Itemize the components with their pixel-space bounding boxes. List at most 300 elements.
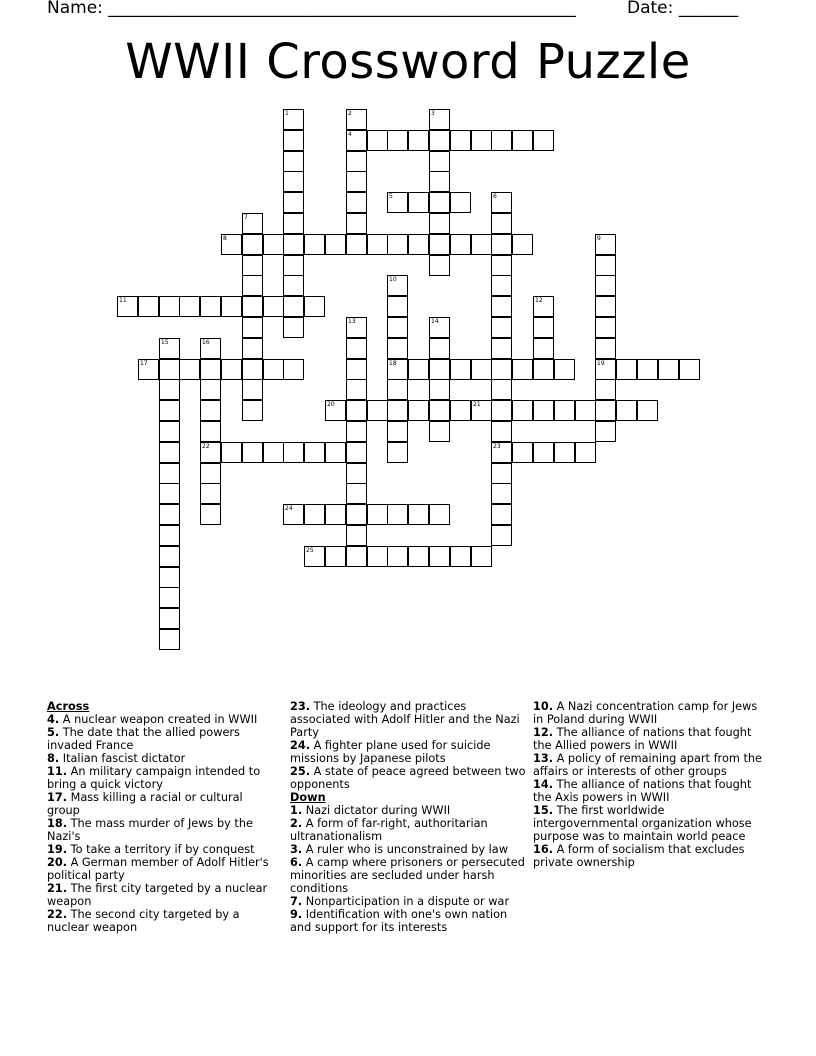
clue-number: 4.: [47, 713, 60, 726]
grid-cell[interactable]: [304, 442, 325, 463]
cell-number: 1: [285, 110, 289, 117]
grid-cell[interactable]: [512, 359, 533, 380]
grid-cell[interactable]: [346, 234, 367, 255]
grid-cell[interactable]: [387, 546, 408, 567]
grid-cell[interactable]: [429, 546, 450, 567]
grid-cell[interactable]: [533, 130, 554, 151]
grid-cell[interactable]: [159, 483, 180, 504]
grid-cell[interactable]: [387, 317, 408, 338]
grid-cell[interactable]: [491, 525, 512, 546]
grid-cell[interactable]: [387, 130, 408, 151]
name-line: Name: _______________________________________________________: [47, 0, 576, 18]
grid-cell[interactable]: [491, 421, 512, 442]
grid-cell[interactable]: [346, 421, 367, 442]
grid-cell[interactable]: [346, 546, 367, 567]
grid-cell[interactable]: [263, 442, 284, 463]
cell-number: 25: [306, 547, 314, 554]
grid-cell[interactable]: [408, 546, 429, 567]
grid-cell[interactable]: [491, 192, 512, 213]
cell-number: 8: [223, 235, 227, 242]
clue-number: 7.: [290, 895, 303, 908]
grid-cell[interactable]: [533, 338, 554, 359]
grid-cell[interactable]: [595, 338, 616, 359]
grid-cell[interactable]: [533, 442, 554, 463]
grid-cell[interactable]: [221, 442, 242, 463]
clue-item: [290, 765, 530, 791]
across-heading: Across: [47, 700, 90, 713]
cell-number: 4: [348, 131, 352, 138]
grid-cell[interactable]: [471, 234, 492, 255]
clue-number: 22.: [47, 908, 68, 921]
grid-cell[interactable]: [221, 359, 242, 380]
grid-cell[interactable]: [595, 379, 616, 400]
grid-cell[interactable]: [512, 234, 533, 255]
grid-cell[interactable]: [491, 275, 512, 296]
clue-text: The ideology and practices associated with Adolf Hitler and the Nazi Party: [290, 700, 520, 739]
cell-number: 7: [244, 214, 248, 221]
grid-cell[interactable]: [283, 234, 304, 255]
grid-cell[interactable]: [200, 359, 221, 380]
clue-number: 15.: [533, 804, 554, 817]
grid-cell[interactable]: [491, 234, 512, 255]
grid-cell[interactable]: [491, 504, 512, 525]
grid-cell[interactable]: [242, 213, 263, 234]
grid-cell[interactable]: [159, 629, 180, 650]
clue-text: Italian fascist dictator: [59, 752, 186, 765]
grid-cell[interactable]: [346, 130, 367, 151]
grid-cell[interactable]: [346, 213, 367, 234]
clue-item: [47, 752, 279, 765]
clue-number: 2.: [290, 817, 303, 830]
clue-number: 16.: [533, 843, 554, 856]
cell-number: 13: [348, 318, 356, 325]
clue-text: Mass killing a racial or cultural group: [47, 791, 243, 817]
grid-cell[interactable]: [242, 275, 263, 296]
grid-cell[interactable]: [387, 338, 408, 359]
grid-cell[interactable]: [159, 546, 180, 567]
grid-cell[interactable]: [387, 400, 408, 421]
clue-item: [290, 843, 530, 856]
clue-number: 9.: [290, 908, 303, 921]
grid-cell[interactable]: [491, 317, 512, 338]
grid-cell[interactable]: [346, 359, 367, 380]
page-title: WWII Crossword Puzzle: [125, 34, 691, 90]
grid-cell[interactable]: [450, 400, 471, 421]
grid-cell[interactable]: [429, 317, 450, 338]
clue-text: A form of socialism that excludes private ownership: [533, 843, 745, 869]
clue-number: 20.: [47, 856, 68, 869]
grid-cell[interactable]: [242, 234, 263, 255]
clue-number: 1.: [290, 804, 303, 817]
grid-cell[interactable]: [637, 359, 658, 380]
clue-text: A state of peace agreed between two opponents: [290, 765, 526, 791]
clue-item: [290, 817, 530, 843]
clue-text: A form of far-right, authoritarian ultranationalism: [290, 817, 488, 843]
cell-number: 24: [285, 505, 293, 512]
clue-text: A nuclear weapon created in WWII: [59, 713, 258, 726]
grid-cell[interactable]: [325, 442, 346, 463]
grid-cell[interactable]: [367, 400, 388, 421]
clues-column-1: [47, 700, 279, 934]
clue-number: 21.: [47, 882, 68, 895]
grid-cell[interactable]: [637, 400, 658, 421]
grid-cell[interactable]: [346, 483, 367, 504]
grid-cell[interactable]: [242, 442, 263, 463]
clue-number: 12.: [533, 726, 554, 739]
grid-cell[interactable]: [491, 296, 512, 317]
grid-cell[interactable]: [429, 421, 450, 442]
date-line: Date: _______: [627, 0, 739, 18]
grid-cell[interactable]: [595, 400, 616, 421]
grid-cell[interactable]: [221, 234, 242, 255]
clue-number: 25.: [290, 765, 311, 778]
grid-cell[interactable]: [658, 359, 679, 380]
clue-number: 6.: [290, 856, 303, 869]
grid-cell[interactable]: [471, 400, 492, 421]
grid-cell[interactable]: [408, 192, 429, 213]
grid-cell[interactable]: [179, 359, 200, 380]
grid-cell[interactable]: [450, 546, 471, 567]
grid-cell[interactable]: [283, 275, 304, 296]
grid-cell[interactable]: [616, 400, 637, 421]
cell-number: 16: [202, 339, 210, 346]
grid-cell[interactable]: [346, 338, 367, 359]
grid-cell[interactable]: [616, 359, 637, 380]
grid-cell[interactable]: [575, 442, 596, 463]
grid-cell[interactable]: [595, 255, 616, 276]
grid-cell[interactable]: [159, 525, 180, 546]
clue-number: 19.: [47, 843, 68, 856]
clue-number: 18.: [47, 817, 68, 830]
grid-cell[interactable]: [283, 317, 304, 338]
grid-cell[interactable]: [471, 359, 492, 380]
grid-cell[interactable]: [283, 296, 304, 317]
cell-number: 3: [431, 110, 435, 117]
grid-cell[interactable]: [263, 296, 284, 317]
grid-cell[interactable]: [325, 400, 346, 421]
grid-cell[interactable]: [159, 359, 180, 380]
grid-cell[interactable]: [159, 296, 180, 317]
grid-cell[interactable]: [283, 171, 304, 192]
grid-cell[interactable]: [491, 130, 512, 151]
grid-cell[interactable]: [491, 483, 512, 504]
clue-text: The first worldwide intergovernmental organization whose purpose was to maintain world peace: [533, 804, 752, 843]
grid-cell[interactable]: [408, 130, 429, 151]
clue-item: [47, 765, 279, 791]
grid-cell[interactable]: [367, 234, 388, 255]
grid-cell[interactable]: [200, 463, 221, 484]
grid-cell[interactable]: [533, 296, 554, 317]
grid-cell[interactable]: [554, 442, 575, 463]
cell-number: 5: [389, 193, 393, 200]
cell-number: 22: [202, 443, 210, 450]
grid-cell[interactable]: [304, 504, 325, 525]
grid-cell[interactable]: [367, 546, 388, 567]
grid-cell[interactable]: [512, 130, 533, 151]
clue-text: A camp where prisoners or persecuted minorities are secluded under harsh conditions: [290, 856, 525, 895]
cell-number: 18: [389, 360, 397, 367]
cell-number: 20: [327, 401, 335, 408]
grid-cell[interactable]: [595, 421, 616, 442]
grid-cell[interactable]: [408, 234, 429, 255]
grid-cell[interactable]: [429, 255, 450, 276]
clue-item: [47, 713, 279, 726]
down-heading: Down: [290, 791, 326, 804]
clue-number: 17.: [47, 791, 68, 804]
grid-cell[interactable]: [283, 192, 304, 213]
grid-cell[interactable]: [387, 359, 408, 380]
grid-cell[interactable]: [471, 546, 492, 567]
cell-number: 11: [119, 297, 127, 304]
grid-cell[interactable]: [346, 442, 367, 463]
clue-text: The date that the allied powers invaded France: [47, 726, 240, 752]
clue-item: [47, 856, 279, 882]
grid-cell[interactable]: [429, 213, 450, 234]
clue-text: A policy of remaining apart from the affairs or interests of other groups: [533, 752, 762, 778]
grid-cell[interactable]: [512, 442, 533, 463]
clue-text: Nonparticipation in a dispute or war: [302, 895, 510, 908]
grid-cell[interactable]: [429, 130, 450, 151]
clue-text: To take a territory if by conquest: [67, 843, 255, 856]
cell-number: 6: [493, 193, 497, 200]
grid-cell[interactable]: [491, 213, 512, 234]
grid-cell[interactable]: [283, 151, 304, 172]
grid-cell[interactable]: [159, 504, 180, 525]
grid-cell[interactable]: [595, 234, 616, 255]
grid-cell[interactable]: [679, 359, 700, 380]
grid-cell[interactable]: [221, 296, 242, 317]
grid-cell[interactable]: [200, 338, 221, 359]
grid-cell[interactable]: [491, 400, 512, 421]
grid-cell[interactable]: [346, 504, 367, 525]
clue-number: 10.: [533, 700, 554, 713]
grid-cell[interactable]: [159, 400, 180, 421]
cell-number: 23: [493, 443, 501, 450]
grid-cell[interactable]: [200, 504, 221, 525]
grid-cell[interactable]: [242, 296, 263, 317]
grid-cell[interactable]: [595, 296, 616, 317]
clue-item: [47, 817, 279, 843]
grid-cell[interactable]: [387, 296, 408, 317]
grid-cell[interactable]: [387, 234, 408, 255]
grid-cell[interactable]: [491, 379, 512, 400]
cell-number: 14: [431, 318, 439, 325]
grid-cell[interactable]: [283, 130, 304, 151]
cell-number: 15: [161, 339, 169, 346]
grid-cell[interactable]: [491, 255, 512, 276]
cell-number: 17: [140, 360, 148, 367]
grid-cell[interactable]: [387, 192, 408, 213]
grid-cell[interactable]: [471, 130, 492, 151]
clue-number: 23.: [290, 700, 311, 713]
grid-cell[interactable]: [429, 379, 450, 400]
grid-cell[interactable]: [263, 234, 284, 255]
grid-cell[interactable]: [387, 504, 408, 525]
grid-cell[interactable]: [159, 338, 180, 359]
clue-text: Identification with one's own nation and support for its interests: [290, 908, 508, 934]
grid-cell[interactable]: [346, 379, 367, 400]
clue-item: [290, 700, 530, 739]
clue-text: A ruler who is unconstrained by law: [302, 843, 508, 856]
grid-cell[interactable]: [554, 359, 575, 380]
clue-item: [47, 908, 279, 934]
grid-cell[interactable]: [346, 151, 367, 172]
grid-cell[interactable]: [429, 504, 450, 525]
grid-cell[interactable]: [200, 296, 221, 317]
clues-column-3: [533, 700, 765, 869]
grid-cell[interactable]: [575, 400, 596, 421]
grid-cell[interactable]: [283, 504, 304, 525]
grid-cell[interactable]: [138, 296, 159, 317]
clue-item: [290, 856, 530, 895]
grid-cell[interactable]: [429, 109, 450, 130]
clue-text: Nazi dictator during WWII: [302, 804, 451, 817]
grid-cell[interactable]: [200, 442, 221, 463]
grid-cell[interactable]: [491, 442, 512, 463]
grid-cell[interactable]: [429, 151, 450, 172]
grid-cell[interactable]: [387, 421, 408, 442]
clue-item: [47, 726, 279, 752]
grid-cell[interactable]: [491, 338, 512, 359]
grid-cell[interactable]: [367, 130, 388, 151]
grid-cell[interactable]: [346, 171, 367, 192]
grid-cell[interactable]: [242, 338, 263, 359]
grid-cell[interactable]: [159, 587, 180, 608]
grid-cell[interactable]: [159, 608, 180, 629]
grid-cell[interactable]: [283, 213, 304, 234]
grid-cell[interactable]: [200, 379, 221, 400]
grid-cell[interactable]: [117, 296, 138, 317]
grid-cell[interactable]: [408, 400, 429, 421]
grid-cell[interactable]: [429, 192, 450, 213]
grid-cell[interactable]: [283, 255, 304, 276]
clue-number: 13.: [533, 752, 554, 765]
grid-cell[interactable]: [387, 275, 408, 296]
grid-cell[interactable]: [450, 192, 471, 213]
clue-text: The alliance of nations that fought the Axis powers in WWII: [533, 778, 752, 804]
grid-cell[interactable]: [346, 463, 367, 484]
grid-cell[interactable]: [242, 255, 263, 276]
grid-cell[interactable]: [491, 359, 512, 380]
grid-cell[interactable]: [346, 525, 367, 546]
clue-item: [290, 739, 530, 765]
grid-cell[interactable]: [138, 359, 159, 380]
grid-cell[interactable]: [429, 359, 450, 380]
grid-cell[interactable]: [179, 296, 200, 317]
grid-cell[interactable]: [512, 400, 533, 421]
clue-item: [47, 791, 279, 817]
clue-item: [533, 726, 765, 752]
grid-cell[interactable]: [242, 317, 263, 338]
grid-cell[interactable]: [429, 338, 450, 359]
clue-number: 14.: [533, 778, 554, 791]
clue-text: The mass murder of Jews by the Nazi's: [47, 817, 253, 843]
grid-cell[interactable]: [533, 317, 554, 338]
grid-cell[interactable]: [450, 234, 471, 255]
grid-cell[interactable]: [325, 234, 346, 255]
cell-number: 12: [535, 297, 543, 304]
grid-cell[interactable]: [200, 421, 221, 442]
clue-text: The alliance of nations that fought the Allied powers in WWII: [533, 726, 752, 752]
grid-cell[interactable]: [346, 317, 367, 338]
grid-cell[interactable]: [304, 546, 325, 567]
grid-cell[interactable]: [283, 442, 304, 463]
grid-cell[interactable]: [159, 567, 180, 588]
clue-text: A Nazi concentration camp for Jews in Poland during WWII: [533, 700, 758, 726]
clue-item: [533, 700, 765, 726]
clue-number: 3.: [290, 843, 303, 856]
grid-cell[interactable]: [242, 400, 263, 421]
grid-cell[interactable]: [242, 379, 263, 400]
clue-number: 5.: [47, 726, 60, 739]
grid-cell[interactable]: [159, 463, 180, 484]
grid-cell[interactable]: [429, 400, 450, 421]
grid-cell[interactable]: [429, 234, 450, 255]
grid-cell[interactable]: [450, 130, 471, 151]
clues-column-2: [290, 700, 530, 934]
grid-cell[interactable]: [595, 275, 616, 296]
grid-cell[interactable]: [159, 442, 180, 463]
grid-cell[interactable]: [346, 400, 367, 421]
cell-number: 10: [389, 276, 397, 283]
clue-number: 24.: [290, 739, 311, 752]
grid-cell[interactable]: [263, 359, 284, 380]
clue-text: The first city targeted by a nuclear weapon: [47, 882, 268, 908]
grid-cell[interactable]: [325, 546, 346, 567]
clue-item: [533, 843, 765, 869]
grid-cell[interactable]: [408, 504, 429, 525]
grid-cell[interactable]: [554, 400, 575, 421]
grid-cell[interactable]: [387, 442, 408, 463]
grid-cell[interactable]: [325, 504, 346, 525]
clue-item: [533, 778, 765, 804]
clue-item: [47, 882, 279, 908]
cell-number: 9: [597, 235, 601, 242]
grid-cell[interactable]: [200, 400, 221, 421]
clue-text: A fighter plane used for suicide missions by Japanese pilots: [290, 739, 491, 765]
grid-cell[interactable]: [491, 463, 512, 484]
grid-cell[interactable]: [159, 421, 180, 442]
clue-item: [290, 895, 530, 908]
grid-cell[interactable]: [346, 109, 367, 130]
clue-item: [533, 752, 765, 778]
grid-cell[interactable]: [283, 359, 304, 380]
grid-cell[interactable]: [367, 504, 388, 525]
clue-item: [47, 843, 279, 856]
clue-item: [290, 804, 530, 817]
grid-cell[interactable]: [533, 359, 554, 380]
grid-cell[interactable]: [595, 317, 616, 338]
grid-cell[interactable]: [450, 359, 471, 380]
grid-cell[interactable]: [595, 359, 616, 380]
clue-item: [290, 908, 530, 934]
cell-number: 21: [473, 401, 481, 408]
grid-cell[interactable]: [304, 234, 325, 255]
clue-item: [533, 804, 765, 843]
clue-number: 11.: [47, 765, 68, 778]
grid-cell[interactable]: [429, 171, 450, 192]
grid-cell[interactable]: [387, 379, 408, 400]
grid-cell[interactable]: [283, 109, 304, 130]
cell-number: 19: [597, 360, 605, 367]
grid-cell[interactable]: [346, 192, 367, 213]
grid-cell[interactable]: [200, 483, 221, 504]
grid-cell[interactable]: [159, 379, 180, 400]
grid-cell[interactable]: [304, 296, 325, 317]
grid-cell[interactable]: [408, 359, 429, 380]
grid-cell[interactable]: [242, 359, 263, 380]
grid-cell[interactable]: [533, 400, 554, 421]
